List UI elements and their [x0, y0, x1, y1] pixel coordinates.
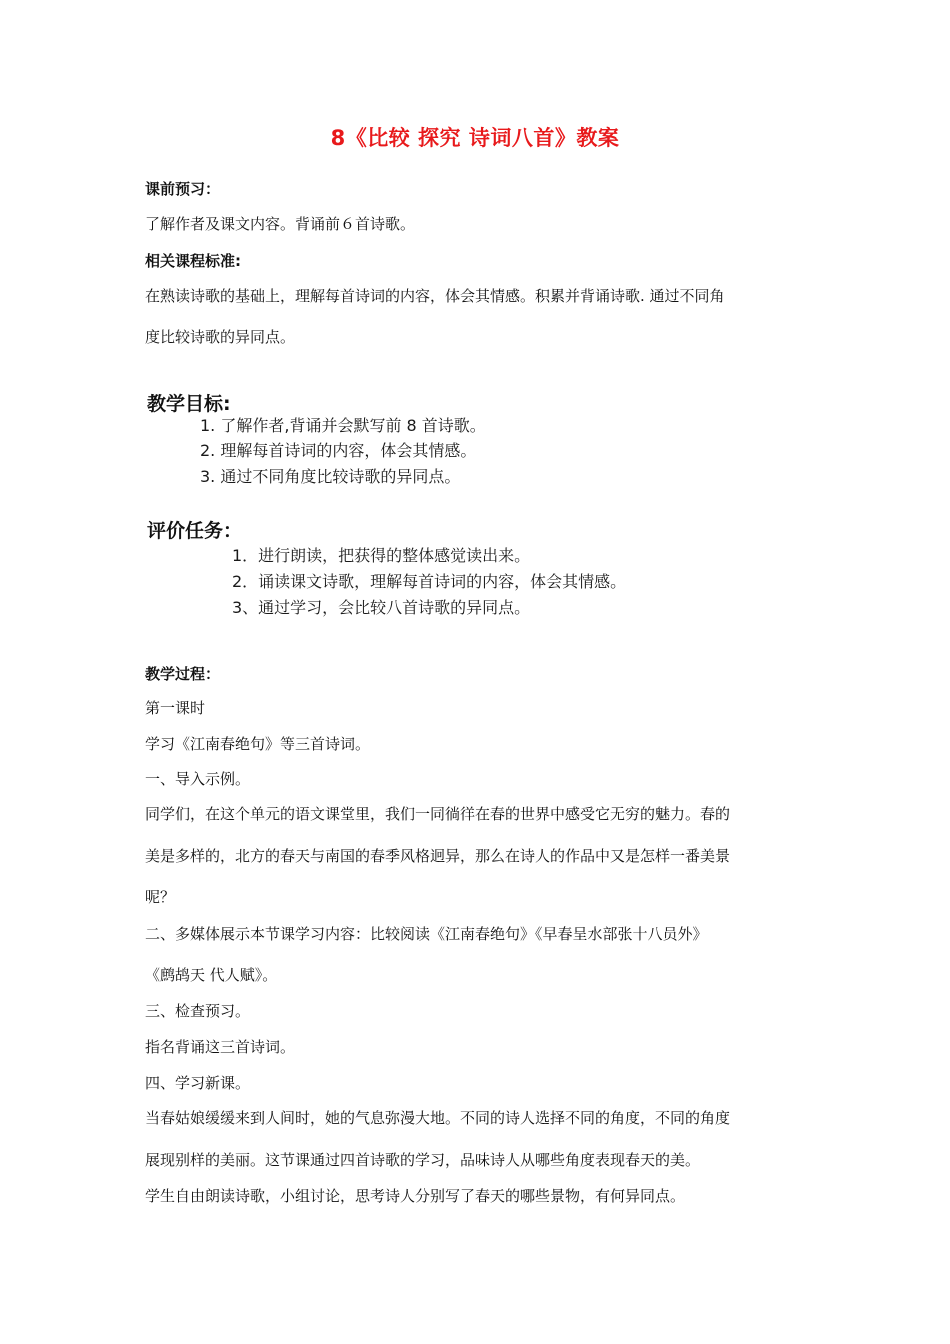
process-line: 一、导入示例。 — [145, 770, 251, 788]
process-line: 第一课时 — [145, 699, 206, 717]
task-item: 1．进行朗读，把获得的整体感觉读出来。 — [232, 546, 531, 565]
standards-heading: 相关课程标准: — [145, 252, 241, 270]
standards-line: 度比较诗歌的异同点。 — [145, 328, 296, 346]
task-item: 3、通过学习，会比较八首诗歌的异同点。 — [232, 598, 531, 617]
process-line: 美是多样的，北方的春天与南国的春季风格迥异，那么在诗人的作品中又是怎样一番美景 — [145, 847, 731, 865]
process-line: 呢？ — [145, 888, 176, 906]
objective-item: 1. 了解作者,背诵并会默写前 8 首诗歌。 — [200, 416, 486, 435]
document-title: 8《比较 探究 诗词八首》教案 — [330, 126, 620, 150]
preview-heading: 课前预习： — [145, 180, 221, 198]
objective-item: 3. 通过不同角度比较诗歌的异同点。 — [200, 467, 461, 486]
tasks-heading: 评价任务： — [147, 520, 243, 542]
process-line: 学生自由朗读诗歌，小组讨论，思考诗人分别写了春天的哪些景物，有何异同点。 — [145, 1187, 686, 1205]
task-item: 2．诵读课文诗歌，理解每首诗词的内容，体会其情感。 — [232, 572, 627, 591]
objectives-heading: 教学目标: — [147, 393, 231, 415]
preview-text: 了解作者及课文内容。背诵前６首诗歌。 — [145, 215, 416, 233]
process-line: 学习《江南春绝句》等三首诗词。 — [145, 735, 371, 753]
process-line: 四、学习新课。 — [145, 1074, 251, 1092]
standards-line: 在熟读诗歌的基础上，理解每首诗词的内容，体会其情感。积累并背诵诗歌. 通过不同角 — [145, 287, 725, 305]
process-line: 同学们，在这个单元的语文课堂里，我们一同徜徉在春的世界中感受它无穷的魅力。春的 — [145, 805, 731, 823]
objective-item: 2. 理解每首诗词的内容，体会其情感。 — [200, 441, 477, 460]
process-line: 《鹧鸪天 代人赋》。 — [145, 966, 278, 984]
process-line: 指名背诵这三首诗词。 — [145, 1038, 296, 1056]
process-heading: 教学过程： — [145, 665, 221, 683]
process-line: 三、检查预习。 — [145, 1002, 251, 1020]
process-line: 当春姑娘缓缓来到人间时，她的气息弥漫大地。不同的诗人选择不同的角度，不同的角度 — [145, 1109, 731, 1127]
process-line: 展现别样的美丽。这节课通过四首诗歌的学习，品味诗人从哪些角度表现春天的美。 — [145, 1151, 701, 1169]
process-line: 二、多媒体展示本节课学习内容：比较阅读《江南春绝句》《早春呈水部张十八员外》 — [145, 925, 708, 943]
